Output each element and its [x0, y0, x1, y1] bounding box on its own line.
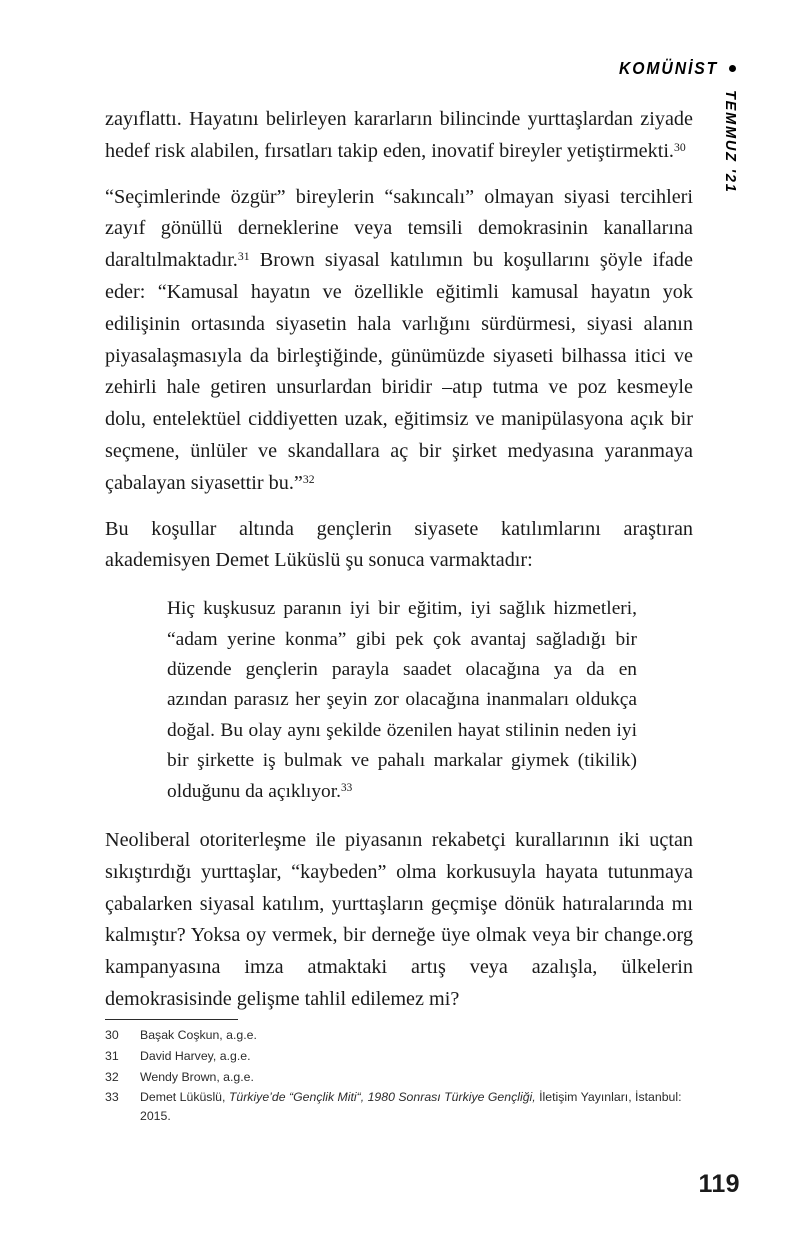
blockquote-text: Hiç kuşkusuz paranın iyi bir eğitim, iyi sağlık hizmetleri, “adam yerine konma” gibi pek çok avantaj sağladığı bir düzende gençlerin parayla saadet olacağına ya da en azından parasız her şeyin zor olacağına inanmaları oldukça doğal. Bu olay aynı şekilde özenilen hayat stilinin neden iyi bir şirkette iş bulmak ve pahalı markalar giymek (tikilik) olduğunu da açıklıyor. — [167, 598, 637, 802]
paragraph-4 — [105, 825, 693, 1016]
footnotes-section — [105, 1019, 695, 1128]
footnote-item — [105, 1026, 695, 1045]
footnote-text-after: İletişim Yayınları, İstanbul: 2015. — [140, 1090, 682, 1123]
footnote-marker-31[interactable]: 31 — [237, 250, 250, 264]
footnote-item — [105, 1088, 695, 1125]
publication-title: KOMÜNİST — [618, 58, 718, 78]
paragraph-1-text: zayıflattı. Hayatını belirleyen kararların bilincinde yurttaşlardan ziyade hedef risk alabilen, fırsatları takip eden, inovatif bireyler yetiştirmekti. — [105, 108, 693, 162]
footnote-marker-33[interactable]: 33 — [340, 781, 353, 794]
footnote-marker-30[interactable]: 30 — [673, 140, 686, 154]
footnote-text-italic: Türkiye’de “Gençlik Miti“, 1980 Sonrası Türkiye Gençliği, — [228, 1090, 536, 1105]
issue-date-label: TEMMUZ '21 — [722, 90, 738, 194]
paragraph-1 — [105, 104, 693, 168]
footnote-text-before: Başak Coşkun, a.g.e. — [140, 1028, 257, 1042]
footnote-text-before: David Harvey, a.g.e. — [140, 1048, 251, 1063]
footnote-text — [140, 1026, 695, 1045]
paragraph-2-text-a: “Seçimlerinde özgür” bireylerin “sakıncalı” olmayan siyasi tercihleri zayıf gönüllü derneklerine veya temsili demokrasinin kanallarına daraltılmaktadır. — [105, 185, 693, 272]
footnote-item — [105, 1047, 695, 1066]
footnote-text-before: Wendy Brown, a.g.e. — [140, 1069, 254, 1084]
footnote-marker-32[interactable]: 32 — [302, 472, 315, 486]
page-number: 119 — [698, 1170, 740, 1198]
footnote-number: 33 — [105, 1090, 119, 1105]
footnote-text — [140, 1068, 695, 1087]
running-head — [608, 58, 736, 79]
paragraph-2-text-b: Brown siyasal katılımın bu koşullarını şöyle ifade eder: “Kamusal hayatın ve özellikle eğitimli kamusal hayatın yok edilişinin ortasında siyasetin hala varlığını sürdürmesi, siyasi alanın piyasalaşmasıyla da birleştiğinde, günümüzde siyaseti bilhassa itici ve zehirli hale getiren unsurlardan biridir –atıp tutma ve poz kesmeyle dolu, entelektüel ciddiyetten uzak, eğitimsiz ve manipülasyona açık bir seçmene, ünlüler ve skandallara aç bir şirket medyasına yaranmaya çabalayan siyasettir bu.” — [105, 249, 693, 494]
footnote-item — [105, 1068, 695, 1087]
footnote-separator-rule — [105, 1019, 238, 1020]
issue-date-container — [717, 90, 743, 200]
footnote-text — [140, 1047, 695, 1066]
body-column — [105, 104, 693, 1016]
paragraph-3 — [105, 514, 693, 578]
paragraph-4-text: Neoliberal otoriterleşme ile piyasanın rekabetçi kurallarının iki uçtan sıkıştırdığı yurttaşlar, “kaybeden” olma korkusuyla hayata tutunmaya çabalarken siyasal katılım, yurttaşların geçmişe dönük hatıralarında mı kalmıştır? Yoksa oy vermek, bir derneğe üye olmak veya bir change.org kampanyasına imza atmaktaki artış veya azalışla, ülkelerin demokrasisinde gelişme tahlil edilemez mi? — [105, 829, 693, 1010]
blockquote-paragraph — [167, 594, 637, 807]
footnote-text-before: Demet Lüküslü, — [140, 1090, 229, 1105]
paragraph-3-text: Bu koşullar altında gençlerin siyasete katılımlarını araştıran akademisyen Demet Lüküslü şu sonuca varmaktadır: — [105, 517, 693, 572]
blockquote-lukuslu — [105, 594, 693, 807]
paragraph-2 — [105, 182, 693, 500]
footnote-number: 30 — [105, 1028, 119, 1042]
footnote-number: 31 — [105, 1048, 119, 1063]
bullet-dot-icon — [729, 65, 736, 72]
footnote-number: 32 — [105, 1069, 119, 1084]
footnote-text — [140, 1088, 695, 1125]
